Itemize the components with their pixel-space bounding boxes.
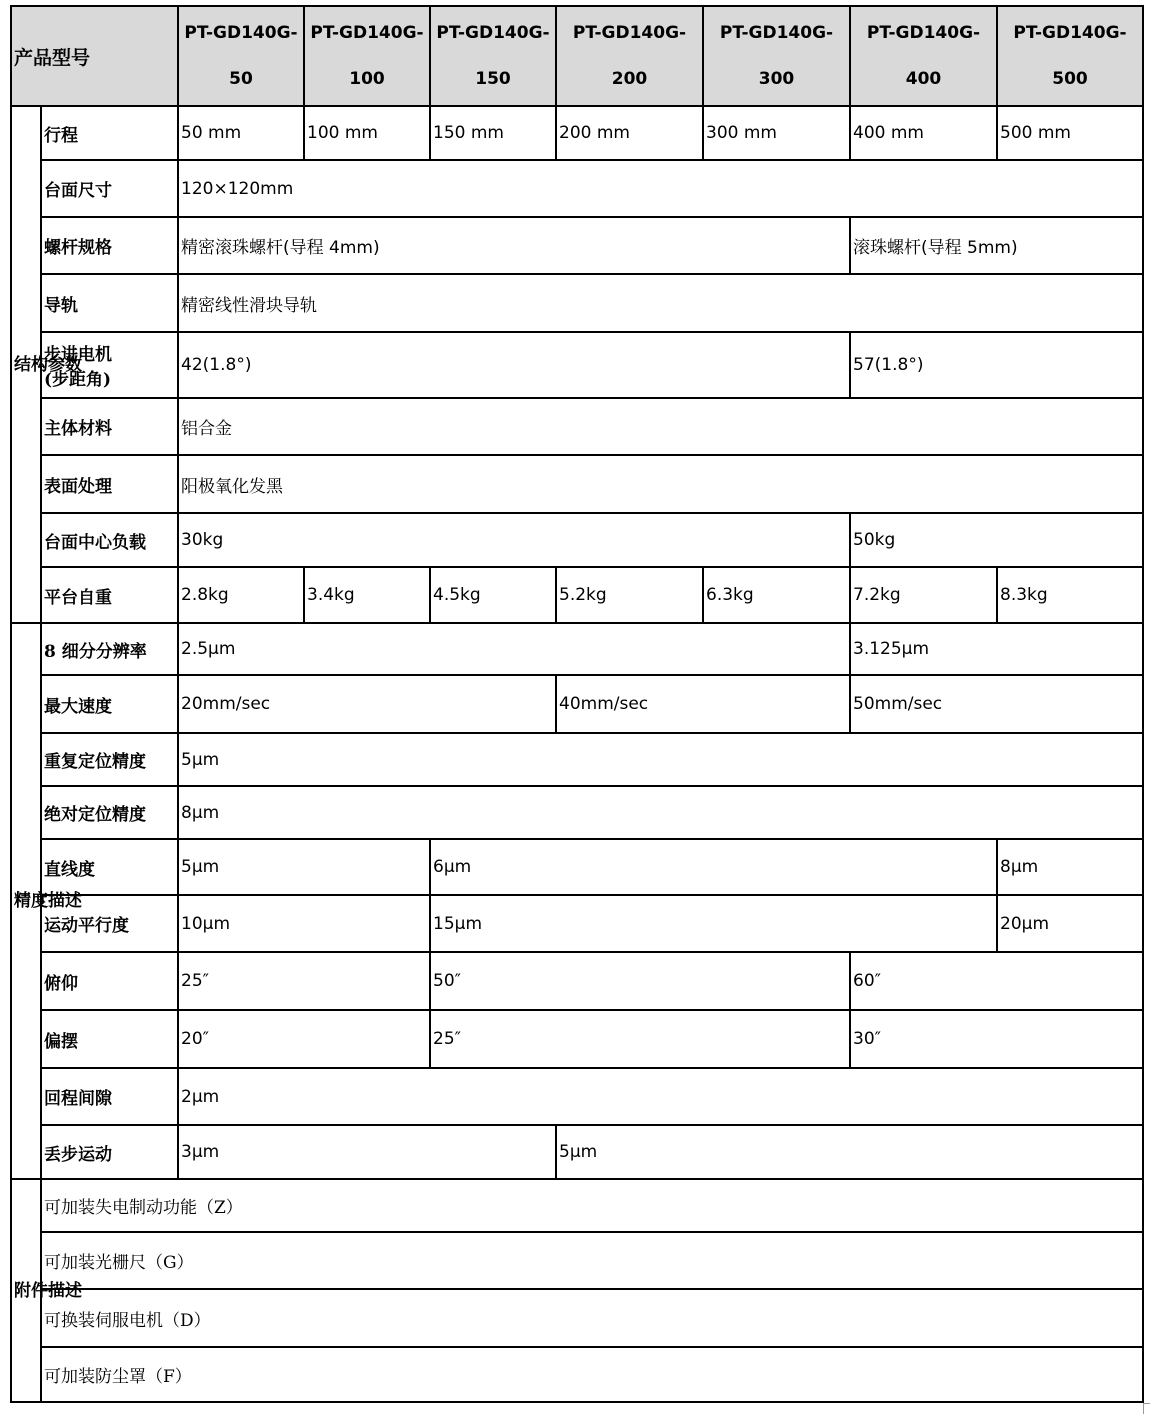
- cell-resolution-a: 2.5μm: [178, 623, 850, 675]
- label-max-speed: 最大速度: [41, 675, 178, 733]
- label-screw: 螺杆规格: [41, 217, 178, 274]
- row-surface: [11, 455, 1143, 513]
- row-lost-step: [11, 1125, 1143, 1179]
- cell-yaw-b: 25″: [430, 1010, 850, 1068]
- cell-parallelism-b: 15μm: [430, 895, 997, 952]
- cell-pitch-a: 25″: [178, 952, 430, 1010]
- model-header-300: PT-GD140G- 300: [703, 6, 850, 106]
- label-resolution: 8 细分分辨率: [41, 623, 178, 675]
- row-max-speed: [11, 675, 1143, 733]
- cell-weight-200: 5.2kg: [556, 567, 703, 623]
- cell-motor-b: 57(1.8°): [850, 332, 1143, 398]
- row-guide: [11, 274, 1143, 332]
- row-screw: [11, 217, 1143, 274]
- cell-screw-b: 滚珠螺杆(导程 5mm): [850, 217, 1143, 274]
- group-precision: 精度描述: [11, 623, 41, 1179]
- row-material: [11, 398, 1143, 455]
- cell-guide: 精密线性滑块导轨: [178, 274, 1143, 332]
- row-absolute: [11, 786, 1143, 839]
- page-corner-mark: [1143, 1403, 1150, 1414]
- cell-surface: 阳极氧化发黑: [178, 455, 1143, 513]
- label-parallelism: 运动平行度: [41, 895, 178, 952]
- row-straightness: [11, 839, 1143, 895]
- cell-pitch-b: 50″: [430, 952, 850, 1010]
- label-table-size: 台面尺寸: [41, 160, 178, 217]
- model-header-200: PT-GD140G- 200: [556, 6, 703, 106]
- cell-lost-step-a: 3μm: [178, 1125, 556, 1179]
- cell-weight-150: 4.5kg: [430, 567, 556, 623]
- row-accessory-1: [11, 1179, 1143, 1232]
- row-pitch: [11, 952, 1143, 1010]
- cell-weight-50: 2.8kg: [178, 567, 304, 623]
- accessory-brake: 可加装失电制动功能（Z）: [41, 1179, 1143, 1232]
- model-header-500: PT-GD140G- 500: [997, 6, 1143, 106]
- row-self-weight: [11, 567, 1143, 623]
- cell-parallelism-c: 20μm: [997, 895, 1143, 952]
- accessory-servo-motor: 可换装伺服电机（D）: [41, 1289, 1143, 1347]
- cell-weight-500: 8.3kg: [997, 567, 1143, 623]
- label-absolute: 绝对定位精度: [41, 786, 178, 839]
- row-accessory-3: [11, 1289, 1143, 1347]
- cell-travel-50: 50 mm: [178, 106, 304, 160]
- cell-parallelism-a: 10μm: [178, 895, 430, 952]
- header-row: [11, 6, 1143, 106]
- cell-lost-step-b: 5μm: [556, 1125, 1143, 1179]
- cell-absolute: 8μm: [178, 786, 1143, 839]
- cell-max-speed-b: 40mm/sec: [556, 675, 850, 733]
- cell-straightness-c: 8μm: [997, 839, 1143, 895]
- cell-center-load-b: 50kg: [850, 513, 1143, 567]
- row-repeat: [11, 733, 1143, 786]
- cell-material: 铝合金: [178, 398, 1143, 455]
- cell-straightness-b: 6μm: [430, 839, 997, 895]
- row-center-load: [11, 513, 1143, 567]
- group-accessories: 附件描述: [11, 1179, 41, 1402]
- label-material: 主体材料: [41, 398, 178, 455]
- model-header-50: PT-GD140G- 50: [178, 6, 304, 106]
- cell-straightness-a: 5μm: [178, 839, 430, 895]
- label-travel: 行程: [41, 106, 178, 160]
- label-surface: 表面处理: [41, 455, 178, 513]
- row-table-size: [11, 160, 1143, 217]
- label-backlash: 回程间隙: [41, 1068, 178, 1125]
- cell-travel-100: 100 mm: [304, 106, 430, 160]
- cell-center-load-a: 30kg: [178, 513, 850, 567]
- label-motor: 步进电机 (步距角): [41, 332, 178, 398]
- accessory-grating-scale: 可加装光栅尺（G）: [41, 1232, 1143, 1289]
- model-header-150: PT-GD140G- 150: [430, 6, 556, 106]
- label-repeat: 重复定位精度: [41, 733, 178, 786]
- cell-repeat: 5μm: [178, 733, 1143, 786]
- row-accessory-4: [11, 1347, 1143, 1402]
- cell-resolution-b: 3.125μm: [850, 623, 1143, 675]
- cell-yaw-a: 20″: [178, 1010, 430, 1068]
- cell-weight-100: 3.4kg: [304, 567, 430, 623]
- label-lost-step: 丢步运动: [41, 1125, 178, 1179]
- cell-travel-500: 500 mm: [997, 106, 1143, 160]
- cell-yaw-c: 30″: [850, 1010, 1143, 1068]
- label-self-weight: 平台自重: [41, 567, 178, 623]
- cell-screw-a: 精密滚珠螺杆(导程 4mm): [178, 217, 850, 274]
- row-yaw: [11, 1010, 1143, 1068]
- label-center-load: 台面中心负载: [41, 513, 178, 567]
- label-yaw: 偏摆: [41, 1010, 178, 1068]
- accessory-dust-cover: 可加装防尘罩（F）: [41, 1347, 1143, 1402]
- cell-travel-400: 400 mm: [850, 106, 997, 160]
- row-travel: [11, 106, 1143, 160]
- model-header-100: PT-GD140G- 100: [304, 6, 430, 106]
- row-motor: [11, 332, 1143, 398]
- cell-max-speed-c: 50mm/sec: [850, 675, 1143, 733]
- cell-weight-300: 6.3kg: [703, 567, 850, 623]
- cell-backlash: 2μm: [178, 1068, 1143, 1125]
- cell-motor-a: 42(1.8°): [178, 332, 850, 398]
- cell-weight-400: 7.2kg: [850, 567, 997, 623]
- group-structure: 结构参数: [11, 106, 41, 623]
- label-pitch: 俯仰: [41, 952, 178, 1010]
- cell-table-size: 120×120mm: [178, 160, 1143, 217]
- spec-table: [10, 5, 1144, 1403]
- label-guide: 导轨: [41, 274, 178, 332]
- model-header-400: PT-GD140G- 400: [850, 6, 997, 106]
- row-backlash: [11, 1068, 1143, 1125]
- label-straightness: 直线度: [41, 839, 178, 895]
- product-model-title: 产品型号: [11, 6, 178, 106]
- cell-max-speed-a: 20mm/sec: [178, 675, 556, 733]
- row-parallelism: [11, 895, 1143, 952]
- cell-travel-150: 150 mm: [430, 106, 556, 160]
- cell-pitch-c: 60″: [850, 952, 1143, 1010]
- cell-travel-300: 300 mm: [703, 106, 850, 160]
- row-resolution: [11, 623, 1143, 675]
- row-accessory-2: [11, 1232, 1143, 1289]
- cell-travel-200: 200 mm: [556, 106, 703, 160]
